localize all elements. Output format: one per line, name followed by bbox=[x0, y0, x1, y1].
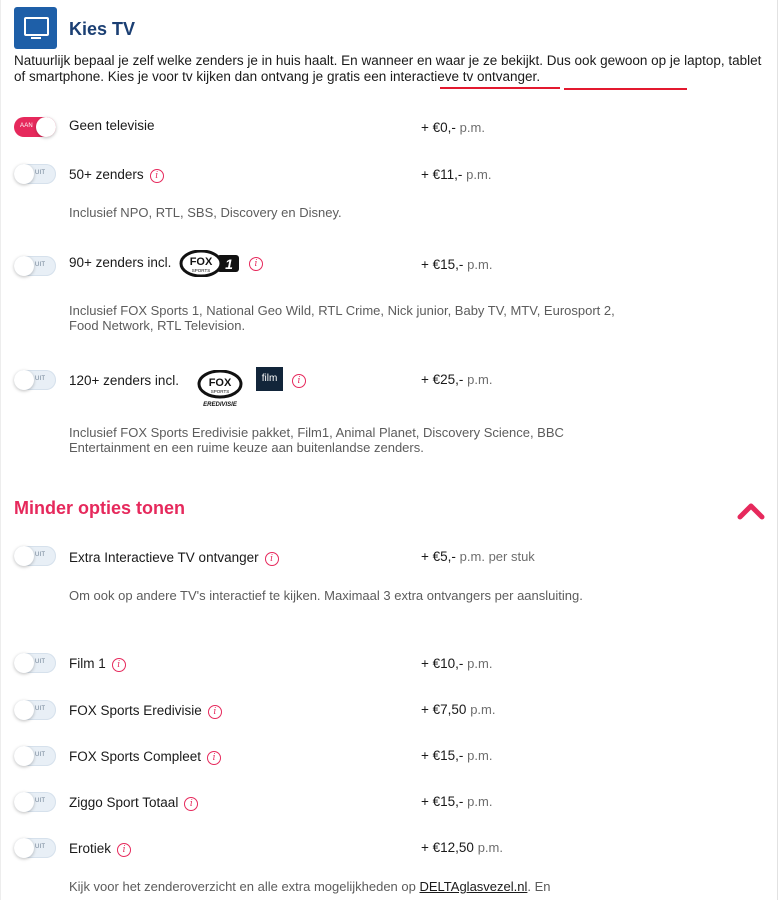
toggle-state-label: UIT bbox=[35, 752, 46, 758]
package-label: 120+ zenders incl. bbox=[69, 373, 179, 388]
toggle-knob bbox=[36, 117, 56, 137]
price-period: p.m. bbox=[467, 372, 493, 387]
fox-sports-1-logo bbox=[179, 250, 239, 277]
extra-label-wrap bbox=[69, 749, 221, 765]
tv-icon bbox=[14, 7, 57, 49]
toggle-knob bbox=[14, 546, 34, 566]
footer-text-end: . En bbox=[527, 879, 551, 894]
toggle-state-label: UIT bbox=[35, 552, 46, 558]
section-title: Kies TV bbox=[69, 19, 136, 39]
toggle-state-label: UIT bbox=[35, 262, 46, 268]
info-icon[interactable]: i bbox=[150, 169, 164, 183]
extra-price bbox=[421, 748, 492, 763]
toggle-state-label: UIT bbox=[35, 844, 46, 850]
toggle-switch[interactable] bbox=[14, 700, 56, 720]
package-label: 50+ zenders bbox=[69, 167, 144, 182]
price-value: + €25,- bbox=[421, 372, 464, 387]
toggle-state-label: AAN bbox=[20, 123, 33, 129]
price-value: + €0,- bbox=[421, 120, 456, 135]
fox-sports-eredivisie-logo bbox=[195, 370, 245, 408]
delta-website-link[interactable]: DELTAglasvezel.nl bbox=[419, 879, 528, 894]
price-period: p.m. bbox=[467, 257, 493, 272]
toggle-switch[interactable] bbox=[14, 792, 56, 812]
extra-price bbox=[421, 840, 503, 855]
intro-highlight: gratis een interactieve tv ontvanger bbox=[326, 69, 537, 84]
toggle-knob bbox=[14, 792, 34, 812]
toggle-knob bbox=[14, 700, 34, 720]
toggle-switch[interactable] bbox=[14, 746, 56, 766]
highlight-underline-2 bbox=[564, 88, 687, 90]
package-price bbox=[421, 257, 492, 272]
price-period: p.m. bbox=[467, 656, 493, 671]
toggle-knob bbox=[14, 370, 34, 390]
package-label: Geen televisie bbox=[69, 118, 155, 133]
info-icon[interactable]: i bbox=[117, 843, 131, 857]
toggle-knob bbox=[14, 256, 34, 276]
footer-text-start: Kijk voor het zenderoverzicht en alle extra mogelijkheden op bbox=[69, 879, 420, 894]
fox-logo-text: FOX bbox=[189, 256, 213, 268]
extra-label-wrap bbox=[69, 841, 131, 857]
info-icon[interactable]: i bbox=[292, 374, 306, 388]
intro-text-start: Natuurlijk bepaal je zelf welke zenders je in huis haalt. En wanneer en waar je ze bekijkt. Dus ook gewoon op je laptop, tablet of smartphone. Kies je voor tv kijken dan ontvang je bbox=[14, 53, 762, 84]
show-less-options-link[interactable]: Minder opties tonen bbox=[14, 498, 185, 518]
extra-description: Om ook op andere TV's interactief te kijken. Maximaal 3 extra ontvangers per aansluiting. bbox=[69, 588, 583, 603]
film1-logo: film bbox=[256, 367, 283, 391]
toggle-state-label: UIT bbox=[35, 659, 46, 665]
toggle-knob bbox=[14, 838, 34, 858]
toggle-switch[interactable] bbox=[14, 370, 56, 390]
extra-price bbox=[421, 794, 492, 809]
toggle-switch[interactable] bbox=[14, 653, 56, 673]
price-value: + €15,- bbox=[421, 748, 464, 763]
toggle-switch[interactable] bbox=[14, 838, 56, 858]
info-icon[interactable]: i bbox=[265, 552, 279, 566]
package-label-wrap bbox=[69, 167, 164, 183]
fox-logo-text: FOX bbox=[208, 377, 232, 389]
info-icon[interactable]: i bbox=[249, 257, 263, 271]
extra-price bbox=[421, 702, 495, 717]
price-period: p.m. bbox=[467, 748, 493, 763]
package-description: Inclusief FOX Sports Eredivisie pakket, Film1, Animal Planet, Discovery Science, BBC Entertainment en een ruime keuze aan buitenlandse zenders. bbox=[69, 425, 564, 455]
extra-label: FOX Sports Compleet bbox=[69, 749, 202, 764]
package-description: Inclusief NPO, RTL, SBS, Discovery en Disney. bbox=[69, 205, 342, 220]
price-value: + €10,- bbox=[421, 656, 464, 671]
toggle-state-label: UIT bbox=[35, 798, 46, 804]
toggle-switch[interactable] bbox=[14, 256, 56, 276]
toggle-state-label: UIT bbox=[35, 706, 46, 712]
fox-logo-subtext: SPORTS bbox=[191, 268, 211, 273]
extra-label: FOX Sports Eredivisie bbox=[69, 703, 202, 718]
info-icon[interactable]: i bbox=[207, 751, 221, 765]
extra-label-wrap bbox=[69, 656, 126, 672]
toggle-state-label: UIT bbox=[35, 170, 46, 176]
info-icon[interactable]: i bbox=[112, 658, 126, 672]
extra-label: Ziggo Sport Totaal bbox=[69, 795, 179, 810]
toggle-knob bbox=[14, 164, 34, 184]
price-period: p.m. bbox=[466, 167, 492, 182]
extra-label-wrap bbox=[69, 550, 279, 566]
price-value: + €15,- bbox=[421, 257, 464, 272]
fox-logo-subtext: SPORTS bbox=[210, 389, 230, 394]
toggle-knob bbox=[14, 653, 34, 673]
chevron-up-icon[interactable] bbox=[737, 500, 765, 520]
price-value: + €7,50 bbox=[421, 702, 467, 717]
intro-text-end: . bbox=[536, 69, 541, 84]
price-period: p.m. bbox=[459, 120, 485, 135]
extra-price bbox=[421, 549, 535, 564]
fox-logo-eredivisie: EREDIVISIE bbox=[203, 402, 237, 408]
price-value: + €15,- bbox=[421, 794, 464, 809]
package-price bbox=[421, 120, 485, 135]
intro-text bbox=[14, 53, 764, 85]
extra-label: Extra Interactieve TV ontvanger bbox=[69, 550, 259, 565]
extra-label-wrap bbox=[69, 795, 198, 811]
price-value: + €11,- bbox=[421, 167, 463, 182]
price-value: + €12,50 bbox=[421, 840, 474, 855]
fox-logo-number: 1 bbox=[225, 256, 234, 272]
toggle-knob bbox=[14, 746, 34, 766]
extra-price bbox=[421, 656, 492, 671]
toggle-state-label: UIT bbox=[35, 376, 46, 382]
extra-label: Film 1 bbox=[69, 656, 106, 671]
package-price bbox=[421, 372, 492, 387]
footer-text bbox=[69, 879, 639, 894]
toggle-switch[interactable] bbox=[14, 546, 56, 566]
extra-label-wrap bbox=[69, 703, 222, 719]
package-label: 90+ zenders incl. bbox=[69, 255, 172, 271]
package-price bbox=[421, 167, 491, 182]
package-label-wrap bbox=[69, 250, 263, 277]
price-value: + €5,- bbox=[421, 549, 456, 564]
price-period: p.m. bbox=[467, 794, 493, 809]
highlight-underline-1 bbox=[440, 87, 560, 89]
info-icon[interactable]: i bbox=[184, 797, 198, 811]
price-period: p.m. bbox=[477, 840, 503, 855]
price-period: p.m. bbox=[470, 702, 496, 717]
extra-label: Erotiek bbox=[69, 841, 112, 856]
toggle-switch[interactable] bbox=[14, 164, 56, 184]
info-icon[interactable]: i bbox=[208, 705, 222, 719]
toggle-switch[interactable] bbox=[14, 117, 56, 137]
price-period: p.m. per stuk bbox=[459, 549, 535, 564]
package-description: Inclusief FOX Sports 1, National Geo Wild, RTL Crime, Nick junior, Baby TV, MTV, Eurosport 2, Food Network, RTL Television. bbox=[69, 303, 615, 333]
